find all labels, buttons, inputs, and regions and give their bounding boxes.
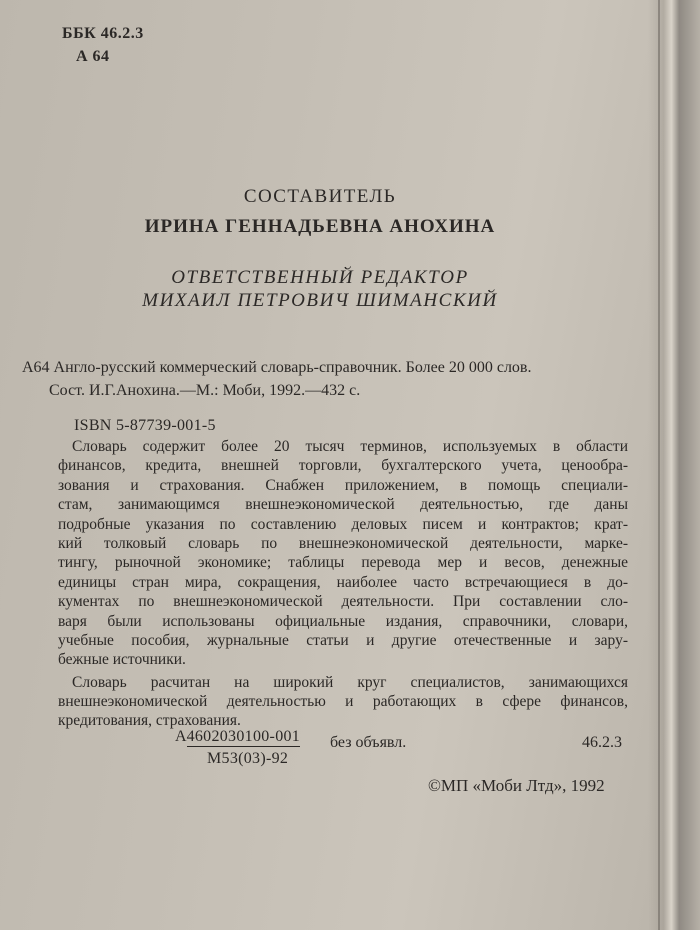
page-edge — [648, 0, 700, 930]
annotation — [58, 437, 628, 731]
annotation-line: тингу, рыночной экономике; таблицы перевода мер и весов, денежные — [58, 554, 628, 572]
biblio-line-1: А64 Англо-русский коммерческий словарь-справочник. Более 20 000 слов. — [22, 359, 532, 376]
publisher-mark: без объявл. — [330, 734, 407, 751]
annotation-line: кументах по внешнеэкономической деятельности. При составлении сло- — [58, 593, 628, 611]
copyright: ©МП «Моби Лтд», 1992 — [428, 776, 605, 795]
annotation-line: кий толковый словарь по внешнеэкономической деятельности, марке- — [58, 534, 628, 552]
editor-role: ОТВЕТСТВЕННЫЙ РЕДАКТОР — [171, 267, 469, 288]
annotation-line: Словарь расчитан на широкий круг специалистов, занимающихся — [72, 673, 628, 691]
annotation-line: внешнеэкономической деятельностью и работающих в сфере финансов, — [58, 693, 628, 711]
annotation-line: подробные указания по составлению деловых писем и контрактов; крат- — [58, 515, 628, 533]
annotation-line: кредитования, страхования. — [58, 712, 241, 730]
isbn: ISBN 5-87739-001-5 — [74, 417, 216, 434]
publisher-bbk: 46.2.3 — [582, 734, 622, 751]
bbk-code: ББК 46.2.3 — [62, 25, 144, 42]
compiler-block — [0, 182, 640, 242]
annotation-line: единицы стран мира, сокращения, наиболее часто встречающиеся в до- — [58, 573, 628, 591]
bbk-block — [62, 22, 144, 68]
biblio-line-2: Сост. И.Г.Анохина.—М.: Моби, 1992.—432 с. — [49, 382, 361, 399]
compiler-name: ИРИНА ГЕННАДЬЕВНА АНОХИНА — [144, 216, 496, 237]
publisher-number: 4602030100-001 — [186, 728, 301, 745]
annotation-line: учебные пособия, журнальные статьи и другие отечественные и зару- — [58, 631, 628, 649]
annotation-line: Словарь содержит более 20 тысяч терминов, используемых в области — [72, 438, 628, 455]
publisher-letter: А — [175, 728, 187, 745]
author-mark: А 64 — [76, 48, 110, 65]
annotation-line: бежные источники. — [58, 651, 186, 669]
editor-name: МИХАИЛ ПЕТРОВИЧ ШИМАНСКИЙ — [142, 290, 498, 311]
publisher-code — [175, 728, 300, 746]
annotation-line: стам, занимающимся внешнеэкономической деятельностью, где даны — [58, 496, 628, 514]
bibliographic-record — [22, 356, 531, 402]
page-edge-line — [658, 0, 660, 930]
editor-block — [0, 266, 640, 312]
annotation-line: варя были использованы официальные издания, справочники, словари, — [58, 612, 628, 630]
compiler-role: СОСТАВИТЕЛЬ — [243, 186, 397, 207]
publisher-m-code: М53(03)-92 — [207, 750, 289, 767]
annotation-line: финансов, кредита, внешней торговли, бухгалтерского учета, ценообра- — [58, 457, 628, 475]
annotation-line: зования и страхования. Снабжен приложением, в помощь специали- — [58, 476, 628, 494]
